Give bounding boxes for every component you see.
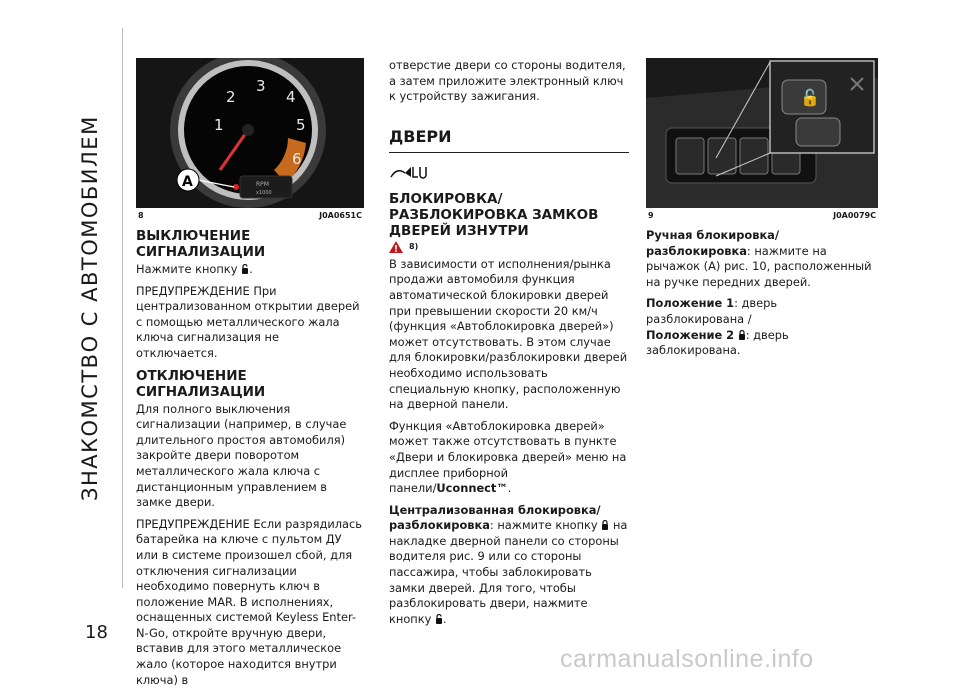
heading-alarm-disable: ОТКЛЮЧЕНИЕ СИГНАЛИЗАЦИИ — [136, 367, 266, 400]
paragraph: Нажмите кнопку . — [136, 262, 253, 276]
warning-ref: 8) — [409, 242, 419, 252]
paragraph: Централизованная блокировка/разблокировка: нажмите кнопку на накладке дверной панели со стороны водителя рис. 9 или со стороны пассажира, чтобы заблокировать замки дверей. Для того, чтобы разблокировать двери, нажмите кнопку . — [389, 502, 628, 626]
figure-number: 9 — [648, 211, 654, 220]
tick-label: 5 — [296, 116, 306, 134]
callout-a: A — [182, 174, 193, 190]
book-reference-icon — [389, 163, 629, 185]
paragraph: Ручная блокировка/разблокировка: нажмите на рычажок (A) рис. 10, расположенный на ручке передних дверей. — [646, 228, 872, 289]
tachometer-illustration — [136, 58, 364, 208]
paragraph: ПРЕДУПРЕЖДЕНИЕ При централизованном открытии дверей с помощью металлического жала ключа сигнализация не отключается. — [136, 283, 360, 360]
paragraph: Положение 1: дверь разблокирована / Положение 2 : дверь заблокирована. — [646, 296, 789, 358]
column-3 — [646, 58, 878, 365]
tick-label: 1 — [214, 116, 224, 134]
tick-label: 2 — [226, 88, 236, 106]
rpm-label: RPM — [256, 181, 269, 188]
paragraph: Для полного выключения сигнализации (например, в случае длительного простоя автомобиля) закройте двери поворотом металлического жала ключа с дистанционным управлением в замке двери. — [136, 401, 347, 510]
figure-code: J0A0651C — [319, 211, 362, 220]
lock-icon — [738, 330, 746, 340]
figure-number: 8 — [138, 211, 144, 220]
section-heading-doors: ДВЕРИ — [389, 127, 629, 153]
figure-code: J0A0079C — [833, 211, 876, 220]
svg-text:🔓: 🔓 — [800, 88, 820, 107]
unlock-icon — [435, 614, 443, 624]
chapter-side-title: ЗНАКОМСТВО С АВТОМОБИЛЕМ — [78, 115, 102, 501]
unlock-icon — [241, 264, 249, 274]
side-divider — [122, 28, 123, 588]
rpm-scale-label: x1000 — [256, 190, 272, 196]
figure-9-caption — [646, 208, 878, 220]
paragraph: ПРЕДУПРЕЖДЕНИЕ Если разрядилась батарейка на ключе с пультом ДУ или в системе произошел сбой, для отключения сигнализации необходимо повернуть ключ в положение MAR. В исполнениях, оснащенных системой Keyless Enter-N-Go, откройте вручную двери, вставив для этого металлическое жало (которое находится внутри ключа) в — [136, 516, 362, 687]
figure-9-door-panel-photo — [646, 58, 878, 208]
tick-label: 6 — [292, 150, 302, 168]
warning-note — [389, 241, 629, 253]
figure-8-caption — [136, 208, 364, 220]
heading-lock-unlock-inside: БЛОКИРОВКА/РАЗБЛОКИРОВКА ЗАМКОВ ДВЕРЕЙ ИЗНУТРИ — [389, 190, 599, 239]
warning-icon — [389, 241, 403, 253]
paragraph: отверстие двери со стороны водителя, а затем приложите электронный ключ к устройству зажигания. — [389, 58, 626, 104]
door-panel-illustration — [646, 58, 878, 208]
watermark: carmanualsonline.info — [560, 645, 814, 673]
column-1 — [136, 58, 364, 694]
heading-alarm-off: ВЫКЛЮЧЕНИЕ СИГНАЛИЗАЦИИ — [136, 228, 266, 260]
lock-icon — [601, 520, 609, 530]
page-number: 18 — [85, 622, 108, 643]
paragraph: В зависимости от исполнения/рынка продажи автомобиля функция автоматической блокировки дверей при превышении скорости 20 км/ч (функция «Автоблокировка дверей») может отсутствовать. В этом случае для блокировки/разблокировки дверей необходимо использовать специальную кнопку, расположенную на дверной панели. — [389, 256, 628, 412]
figure-8-dashboard-photo — [136, 58, 364, 208]
paragraph: Функция «Автоблокировка дверей» может также отсутствовать в пункте «Двери и блокировка дверей» меню на дисплее приборной панели/Uconnect™. — [389, 418, 627, 496]
column-2 — [389, 58, 629, 633]
tick-label: 4 — [286, 88, 296, 106]
tick-label: 3 — [256, 77, 266, 95]
